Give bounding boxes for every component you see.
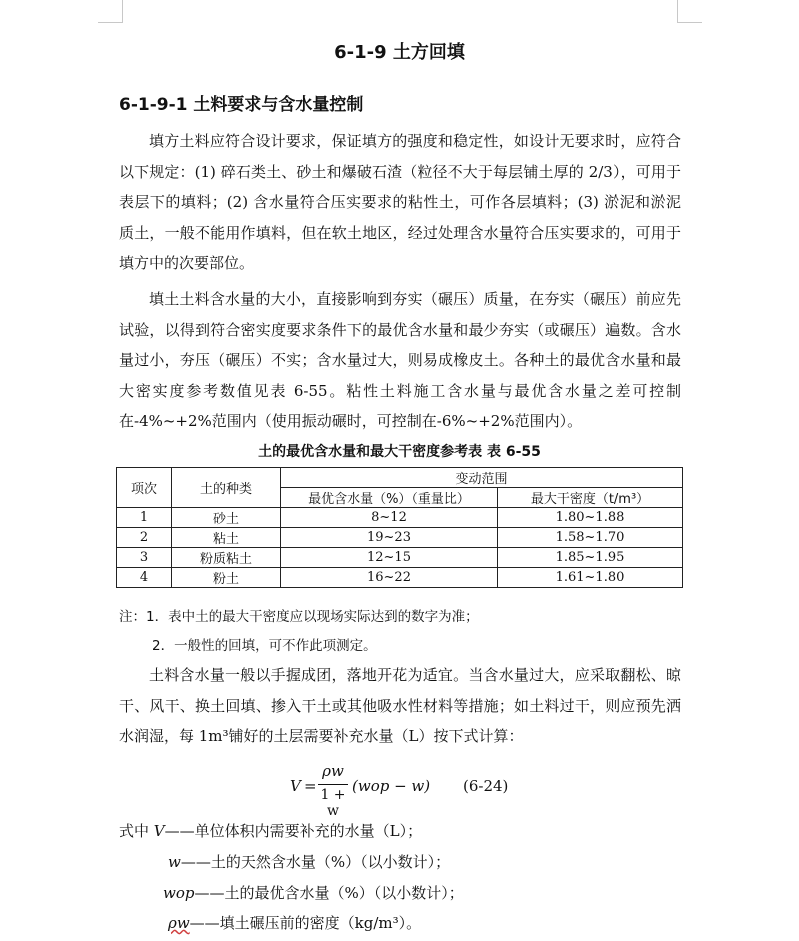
row-soil: 粉土 <box>172 568 281 588</box>
header-soil-type: 土的种类 <box>172 468 281 508</box>
subsection-heading: 6-1-9-1 土料要求与含水量控制 <box>119 95 364 115</box>
table-caption: 土的最优含水量和最大干密度参考表 表 6-55 <box>258 444 541 460</box>
row-index: 3 <box>117 548 172 568</box>
table-note-2: 2．一般性的回填，可不作此项测定。 <box>152 638 377 654</box>
definition-w <box>168 851 450 872</box>
row-water: 16~22 <box>281 568 498 588</box>
row-soil: 粉质粘土 <box>172 548 281 568</box>
paragraph-moisture-adjust: 土料含水量一般以手握成团，落地开花为适宜。当含水量过大，应采取翻松、晾干、风干、换土回填、掺入干土或其他吸水性材料等措施；如土料过干，则应预先洒水润湿，每 1m³铺好的土层需要补充水量（L）按下式计算： <box>119 666 681 745</box>
header-index: 项次 <box>117 468 172 508</box>
definition-text: ——土的最优含水量（%）（以小数计）； <box>194 884 464 902</box>
formula-numerator: ρw <box>322 762 344 780</box>
header-max-density: 最大干密度（t/m³） <box>498 488 683 508</box>
table-note-1: 注：1．表中土的最大干密度应以现场实际达到的数字为准； <box>119 609 479 625</box>
row-soil: 粘土 <box>172 528 281 548</box>
definition-text: ——填土碾压前的密度（kg/m³）。 <box>189 914 422 932</box>
row-water: 12~15 <box>281 548 498 568</box>
formula-fraction <box>318 762 348 819</box>
definition-symbol: w <box>168 853 181 871</box>
fraction-bar <box>318 784 348 785</box>
definition-symbol: ρw <box>168 914 190 932</box>
definition-wop <box>163 882 464 903</box>
definition-text: ——土的天然含水量（%）（以小数计）； <box>180 853 451 871</box>
table-row <box>117 568 683 588</box>
row-water: 19~23 <box>281 528 498 548</box>
definition-rho <box>168 912 421 933</box>
row-index: 2 <box>117 528 172 548</box>
row-density: 1.85~1.95 <box>498 548 683 568</box>
header-optimum-water: 最优含水量（%）（重量比） <box>281 488 498 508</box>
paragraph-fill-requirements: 填方土料应符合设计要求，保证填方的强度和稳定性，如设计无要求时，应符合以下规定：(1) 碎石类土、砂土和爆破石渣（粒径不大于每层铺土厚的 2/3），可用于表层下的填料；(2) 含水量符合压实要求的粘性土，可作各层填料；(3) 淤泥和淤泥质土，一般不能用作填料，但在软土地区，经过处理含水量符合压实要求的，可用于填方中的次要部位。 <box>119 132 681 272</box>
definition-v <box>119 820 422 841</box>
formula-6-24 <box>288 762 548 819</box>
row-density: 1.58~1.70 <box>498 528 683 548</box>
header-range: 变动范围 <box>281 468 683 488</box>
section-heading: 6-1-9 土方回填 <box>334 42 465 63</box>
row-density: 1.80~1.88 <box>498 508 683 528</box>
table-row <box>117 508 683 528</box>
definition-text: ——单位体积内需要补充的水量（L）； <box>164 822 423 840</box>
formula-tag: (6-24) <box>463 777 509 795</box>
definition-lead: 式中 <box>119 822 154 840</box>
paragraph-water-content: 填土土料含水量的大小，直接影响到夯实（碾压）质量，在夯实（碾压）前应先试验，以得到符合密实度要求条件下的最优含水量和最少夯实（或碾压）遍数。含水量过小，夯压（碾压）不实；含水量过大，则易成橡皮土。各种土的最优含水量和最大密实度参考数值见表 6-55。粘性土料施工含水量与最优含水量之差可控制在-4%~+2%范围内（使用振动碾时，可控制在-6%~+2%范围内）。 <box>119 290 681 430</box>
formula-equals: = <box>304 777 317 795</box>
row-soil: 砂土 <box>172 508 281 528</box>
row-density: 1.61~1.80 <box>498 568 683 588</box>
table-header-row <box>117 468 683 488</box>
definition-symbol: wop <box>163 884 195 902</box>
table-row <box>117 548 683 568</box>
table-row <box>117 528 683 548</box>
formula-rest: (wop − w) <box>352 777 431 795</box>
row-index: 1 <box>117 508 172 528</box>
row-index: 4 <box>117 568 172 588</box>
row-water: 8~12 <box>281 508 498 528</box>
soil-reference-table <box>116 467 683 588</box>
formula-lhs: V <box>290 777 301 795</box>
definition-symbol: V <box>153 822 165 840</box>
formula-denominator: 1 + w <box>320 787 346 819</box>
